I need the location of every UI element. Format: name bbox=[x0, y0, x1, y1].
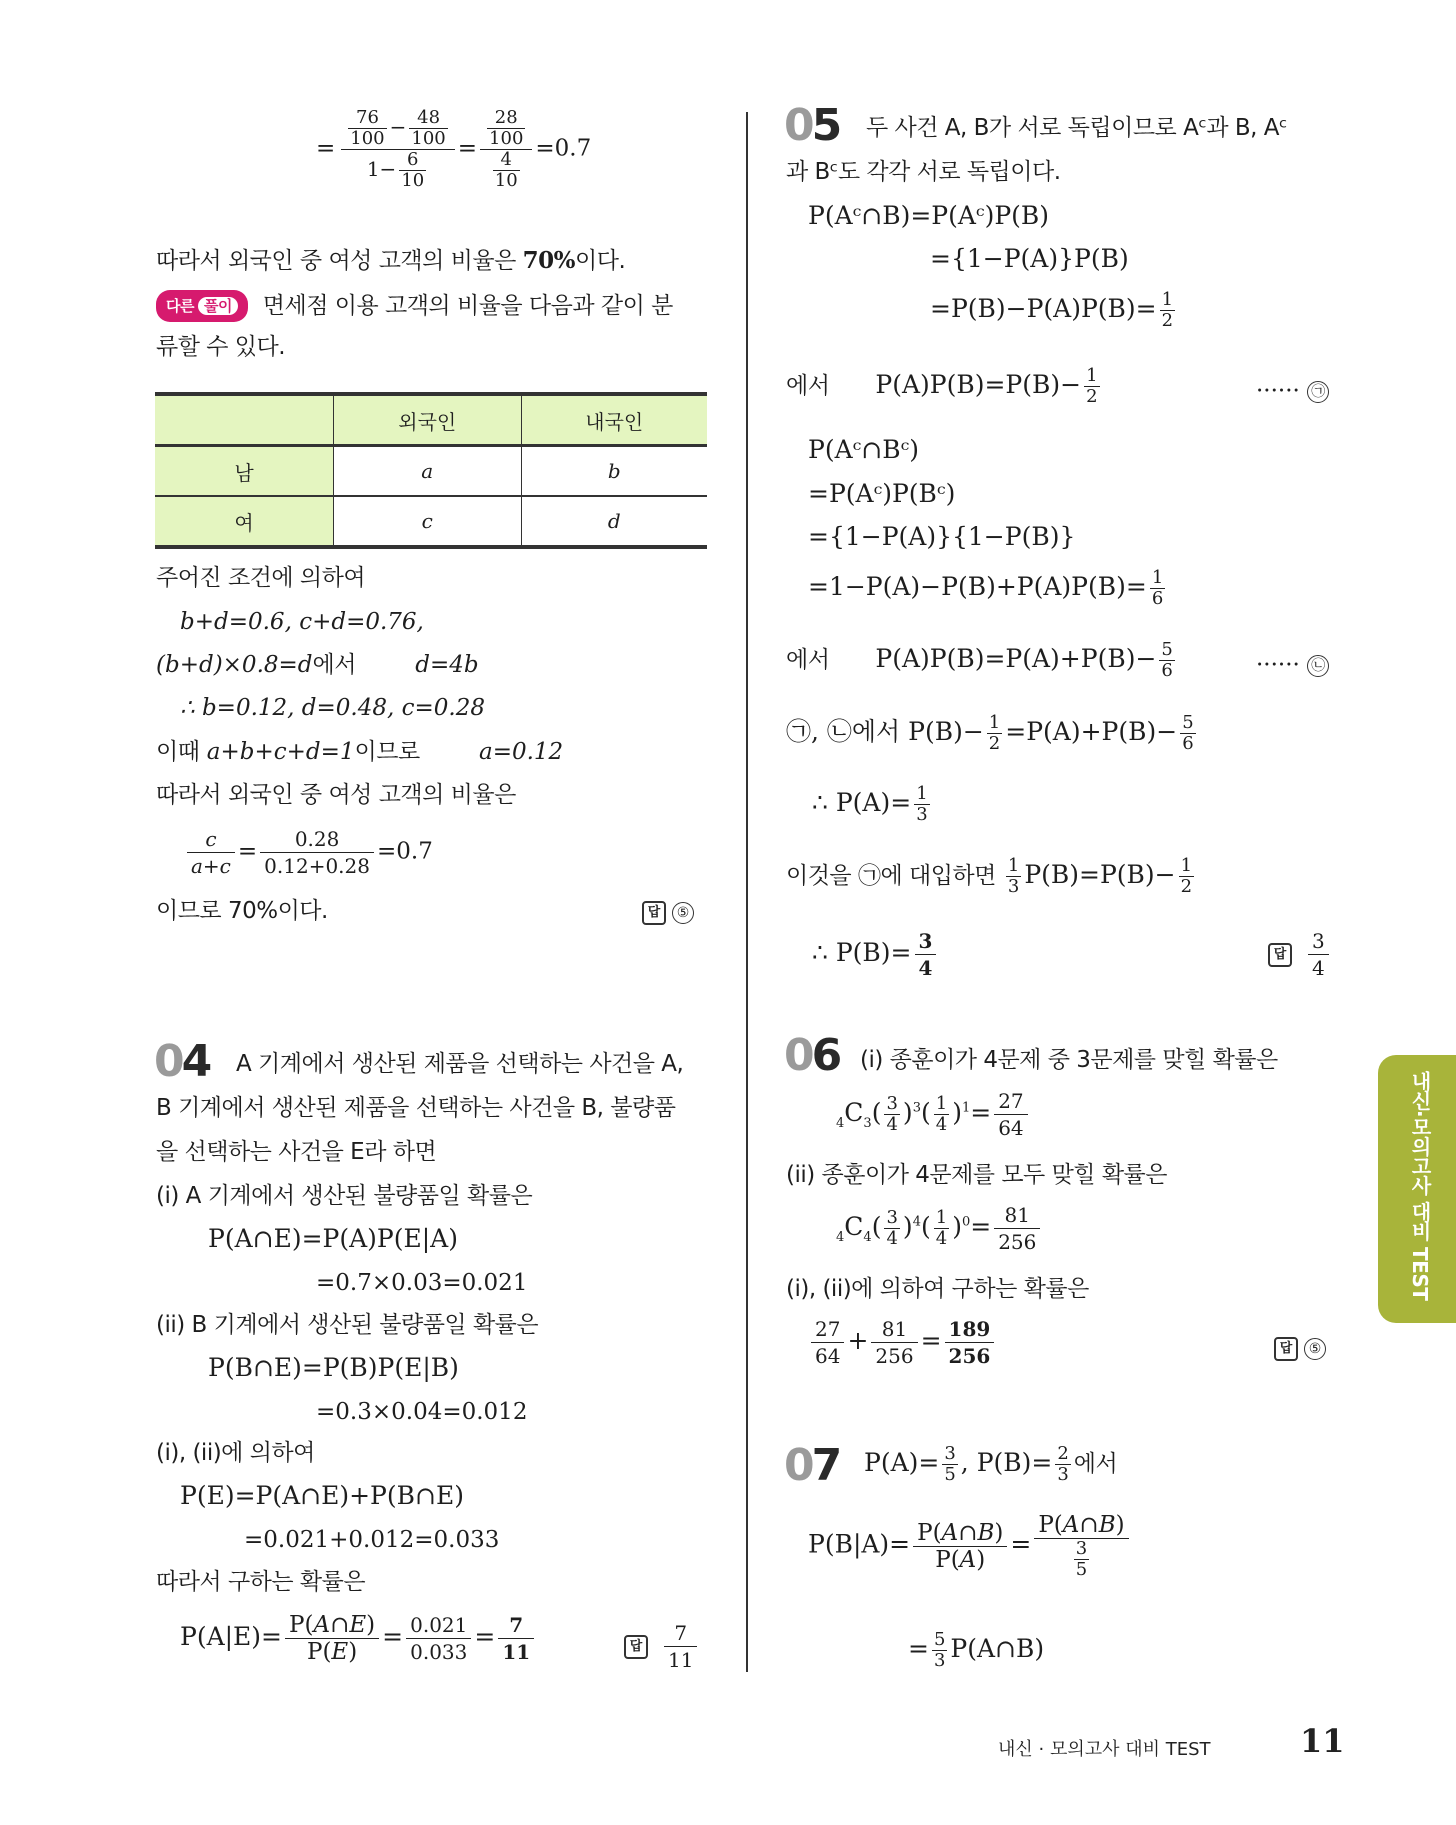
p04-case2-label: (ii) B 기계에서 생산된 불량품일 확률은 bbox=[156, 1312, 539, 1338]
answer-icon: 답 bbox=[642, 901, 666, 925]
p05-mark2: ······ ㉡ bbox=[1256, 652, 1329, 678]
table-header-foreign: 외국인 bbox=[334, 394, 522, 446]
answer-icon: 답 bbox=[624, 1635, 648, 1659]
condition-eq2: (b+d)×0.8=d에서 d=4b bbox=[156, 652, 479, 678]
p04-line3: 을 선택하는 사건을 E라 하면 bbox=[156, 1139, 437, 1165]
side-tab: 내신·모의고사 대비 TEST bbox=[1378, 1055, 1456, 1323]
table-row bbox=[155, 496, 707, 547]
p05-eq10: ㉠, ㉡에서 P(B)− $\frac{1}{2}$ =P(A)+P(B)− $\frac{5}{6}$ bbox=[786, 712, 1194, 754]
condition-ratio: 따라서 외국인 중 여성 고객의 비율은 bbox=[156, 782, 516, 808]
p06-line3: (i), (ii)에 의하여 구하는 확률은 bbox=[786, 1276, 1089, 1302]
p04-combine-label: (i), (ii)에 의하여 bbox=[156, 1440, 315, 1466]
table-header-domestic: 내국인 bbox=[521, 394, 707, 446]
p04-combine-eq1: P(E)=P(A∩E)+P(B∩E) bbox=[180, 1481, 464, 1510]
table-cell: b bbox=[521, 446, 707, 497]
p07-line1: P(A)= $\frac{3}{5}$ , P(B)= $\frac{2}{3}$ 에서 bbox=[864, 1443, 1118, 1485]
p04-case2-eq1: P(B∩E)=P(B)P(E|B) bbox=[208, 1353, 459, 1382]
p05-eq11: ∴ P(A)= $\frac{1}{3}$ bbox=[812, 783, 928, 825]
p06-eq2: $_4C_4$( $\frac{3}{4}$ )$^4$( $\frac{1}{4}$ )$^0$= $\frac{81}{256}$ bbox=[836, 1202, 1043, 1255]
p05-line1: 두 사건 A, B가 서로 독립이므로 Aᶜ과 B, Aᶜ bbox=[866, 115, 1288, 141]
condition-intro: 주어진 조건에 의하여 bbox=[156, 565, 366, 591]
answer-06: 답 ⑤ bbox=[1274, 1336, 1326, 1361]
table-cell: 남 bbox=[155, 446, 334, 497]
condition-eq4: 이때 a+b+c+d=1이므로 a=0.12 bbox=[156, 739, 564, 765]
p04-final-eq: P(A|E)= $\frac{P(A\cap E)}{P(E)}$ = $\frac{0.021}{0.033}$ = $\frac{7}{11}$ bbox=[180, 1612, 537, 1665]
answer-05: 답 $\frac{3}{4}$ bbox=[1268, 928, 1332, 981]
problem-04-number: 04 bbox=[154, 1036, 210, 1087]
p05-eq8: =1−P(A)−P(B)+P(A)P(B)= $\frac{1}{6}$ bbox=[808, 567, 1164, 609]
table-cell: c bbox=[334, 496, 522, 547]
alt-solution-intro: 다른 풀이 면세점 이용 고객의 비율을 다음과 같이 분 bbox=[156, 290, 673, 322]
final-statement: 이므로 70%이다. bbox=[156, 898, 328, 924]
alt-solution-badge: 다른 풀이 bbox=[156, 290, 248, 322]
page-number: 11 bbox=[1300, 1722, 1345, 1760]
table-cell: d bbox=[521, 496, 707, 547]
p04-line1: A 기계에서 생산된 제품을 선택하는 사건을 A, bbox=[236, 1051, 684, 1077]
p04-case1-label: (i) A 기계에서 생산된 불량품일 확률은 bbox=[156, 1183, 533, 1209]
p04-final-label: 따라서 구하는 확률은 bbox=[156, 1569, 366, 1595]
problem-06-number: 06 bbox=[784, 1030, 840, 1081]
problem-05-number: 05 bbox=[784, 100, 840, 151]
p04-case1-eq1: P(A∩E)=P(A)P(E|A) bbox=[208, 1224, 458, 1253]
answer-icon: 답 bbox=[1274, 1337, 1298, 1361]
p07-eq1: P(B|A)= $\frac{P(A\cap B)}{P(A)}$ = $\frac{P(A\cap B)}{\frac{3}{5}}$ bbox=[808, 1512, 1132, 1580]
table-cell: a bbox=[334, 446, 522, 497]
table-row bbox=[155, 446, 707, 497]
p04-combine-eq2: =0.021+0.012=0.033 bbox=[244, 1527, 500, 1553]
p05-line2: 과 Bᶜ도 각각 서로 독립이다. bbox=[786, 159, 1061, 185]
p04-line2: B 기계에서 생산된 제품을 선택하는 사건을 B, 불량품 bbox=[156, 1095, 676, 1121]
p05-eq5: P(Aᶜ∩Bᶜ) bbox=[808, 435, 920, 464]
condition-eq3: ∴ b=0.12, d=0.48, c=0.28 bbox=[180, 695, 485, 721]
footer-title: 내신 · 모의고사 대비 TEST bbox=[998, 1739, 1211, 1760]
p07-eq2: = $\frac{5}{3}$ P(A∩B) bbox=[908, 1629, 1045, 1671]
column-divider bbox=[746, 112, 748, 1672]
classification-table bbox=[155, 392, 707, 549]
ratio-equation: = $\frac{76}{100}$ − $\frac{48}{100}$ 1− $\frac{6}{10}$ = $\frac{\frac{28}{100}}{\frac{4}{10}}$ =0.7 bbox=[316, 107, 592, 191]
problem-07-number: 07 bbox=[784, 1440, 840, 1491]
p05-eq6: =P(Aᶜ)P(Bᶜ) bbox=[808, 479, 956, 508]
ratio-text: 따라서 외국인 중 여성 고객의 비율은 70%이다. bbox=[156, 247, 626, 274]
p05-eq2: ={1−P(A)}P(B) bbox=[930, 244, 1129, 273]
ratio-fraction: $\frac{c}{a+c}$ = $\frac{0.28}{0.12+0.28}$ =0.7 bbox=[184, 826, 433, 879]
p06-eq3: $\frac{27}{64}$ + $\frac{81}{256}$ = $\frac{189}{256}$ bbox=[808, 1316, 997, 1369]
answer-04: 답 $\frac{7}{11}$ bbox=[624, 1620, 700, 1673]
answer-03: 답 ⑤ bbox=[642, 900, 694, 925]
p06-eq1: $_4C_3$( $\frac{3}{4}$ )$^3$( $\frac{1}{4}$ )$^1$= $\frac{27}{64}$ bbox=[836, 1088, 1031, 1141]
p06-line1: (i) 종훈이가 4문제 중 3문제를 맞힐 확률은 bbox=[860, 1047, 1278, 1073]
p04-case1-eq2: =0.7×0.03=0.021 bbox=[316, 1270, 528, 1296]
p05-eq12: 이것을 ㉠에 대입하면 $\frac{1}{3}$ P(B)=P(B)− $\frac{1}{2}$ bbox=[786, 855, 1193, 897]
answer-icon: 답 bbox=[1268, 943, 1292, 967]
p05-eq13: ∴ P(B)= $\frac{3}{4}$ bbox=[812, 928, 939, 981]
p05-eq4: 에서 P(A)P(B)=P(B)− $\frac{1}{2}$ bbox=[786, 365, 1098, 407]
condition-eq1: b+d=0.6, c+d=0.76, bbox=[180, 609, 424, 635]
p06-line2: (ii) 종훈이가 4문제를 모두 맞힐 확률은 bbox=[786, 1162, 1167, 1188]
p04-case2-eq2: =0.3×0.04=0.012 bbox=[316, 1399, 528, 1425]
table-cell: 여 bbox=[155, 496, 334, 547]
p05-eq1: P(Aᶜ∩B)=P(Aᶜ)P(B) bbox=[808, 201, 1050, 230]
p05-eq9: 에서 P(A)P(B)=P(A)+P(B)− $\frac{5}{6}$ bbox=[786, 639, 1173, 681]
p05-eq7: ={1−P(A)}{1−P(B)} bbox=[808, 522, 1076, 551]
p05-eq3: =P(B)−P(A)P(B)= $\frac{1}{2}$ bbox=[930, 289, 1174, 331]
p05-mark1: ······ ㉠ bbox=[1256, 378, 1329, 404]
table-header-empty bbox=[155, 394, 334, 446]
alt-solution-text: 류할 수 있다. bbox=[156, 334, 286, 360]
